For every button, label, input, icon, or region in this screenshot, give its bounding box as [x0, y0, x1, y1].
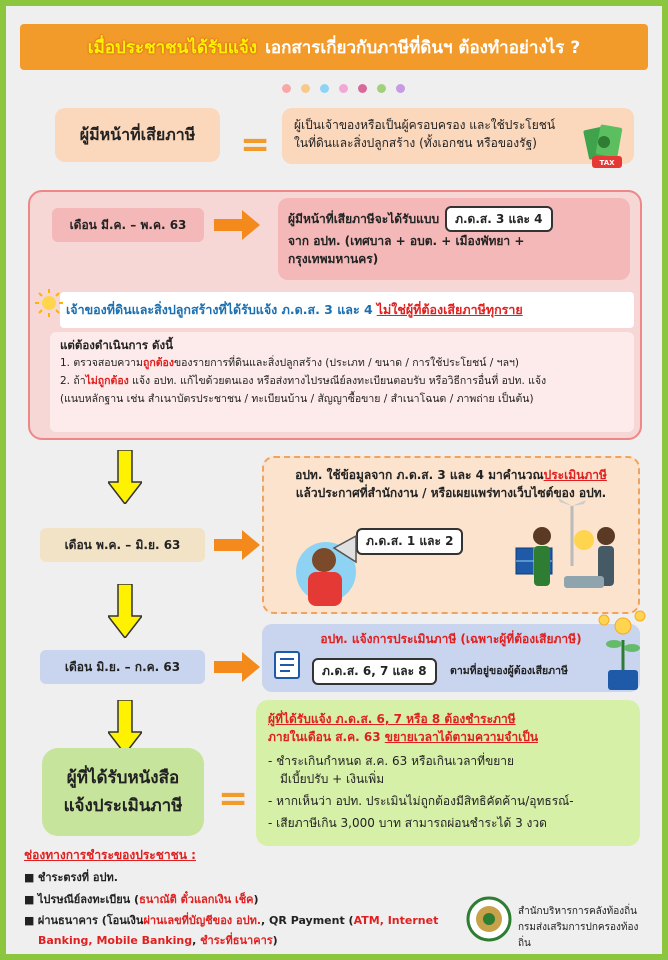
- step1-action2-a: 2. ถ้า: [60, 375, 86, 387]
- footer-org: [518, 904, 648, 952]
- arrow-right-icon: [214, 652, 260, 686]
- footer-org-line1: สำนักบริหารการคลังท้องถิ่น: [518, 906, 638, 917]
- dot: [301, 84, 310, 93]
- step3-period: [40, 650, 205, 684]
- step1-form-tag: ภ.ด.ส. 3 และ 4: [445, 206, 552, 232]
- step4-bullet1-a: - ชำระเกินกำหนด ส.ค. 63 หรือเกินเวลาที่ขยาย: [268, 754, 515, 768]
- equals-sign: =: [240, 124, 271, 165]
- step4-line2-a: ภายในเดือน ส.ค. 63: [268, 730, 385, 744]
- step1-action2-b: แจ้ง อปท. แก้ไขด้วยตนเอง หรือส่งทางไปรษณีย์ลงทะเบียนตอบรับ หรือวิธีการอื่นที่ อปท. แจ้ง: [128, 375, 547, 387]
- step1-actions: [50, 332, 634, 432]
- step4-label-line1: ผู้ที่ได้รับหนังสือ: [66, 768, 180, 788]
- payment-item3-red3: Banking, Mobile Banking: [38, 934, 193, 947]
- step2-form-tag: ภ.ด.ส. 1 และ 2: [356, 528, 463, 555]
- payment-item2-red: ธนาณัติ ตั๋วแลกเงิน เช็ค: [139, 893, 254, 906]
- payment-item3-red4: ชำระที่ธนาคาร: [200, 934, 273, 947]
- step4-label: [42, 748, 204, 836]
- step1-period-text: เดือน มี.ค. – พ.ค. 63: [69, 218, 187, 232]
- arrow-right-icon: [214, 210, 260, 244]
- dot: [339, 84, 348, 93]
- arrow-right-icon: [214, 530, 260, 564]
- step3-title: อปท. แจ้งการประเมินภาษี (เฉพาะผู้ที่ต้องเสียภาษี): [320, 632, 582, 646]
- step3-form-tag: ภ.ด.ส. 6, 7 และ 8: [312, 658, 437, 685]
- tax-icon-label: TAX: [599, 159, 615, 167]
- payment-title: ช่องทางการชำระของประชาชน :: [24, 848, 196, 862]
- step4-line2-b: ขยายเวลาได้ตามความจำเป็น: [384, 730, 539, 744]
- payment-item2: ■ ไปรษณีย์ลงทะเบียน (ธนาณัติ ตั๋วแลกเงิน เช็ค): [24, 893, 259, 906]
- payment-item3-red: ผ่านเลขที่บัญชีของ อปท.: [143, 914, 262, 927]
- step1-banner-red: ไม่ใช่ผู้ที่ต้องเสียภาษีทุกราย: [376, 302, 523, 317]
- decorative-dots: [282, 84, 405, 93]
- step2-period-text: เดือน พ.ค. – มิ.ย. 63: [64, 538, 181, 552]
- payment-channels: [24, 846, 464, 950]
- dot: [377, 84, 386, 93]
- dot: [320, 84, 329, 93]
- document-icon: [272, 650, 302, 684]
- taxpayer-desc-line1: ผู้เป็นเจ้าของหรือเป็นผู้ครอบครอง และใช้ประโยชน์: [294, 118, 556, 132]
- step1-actions-title: แต่ต้องดำเนินการ ดังนี้: [60, 338, 173, 352]
- step3-note: ตามที่อยู่ของผู้ต้องเสียภาษี: [450, 665, 568, 677]
- taxpayer-desc-line2: ในที่ดินและสิ่งปลูกสร้าง (ทั้งเอกชน หรือของรัฐ): [294, 136, 537, 150]
- header-banner: [20, 24, 648, 70]
- step1-action1-red: ถูกต้อง: [142, 357, 174, 369]
- payment-item3-a: ผ่านธนาคาร (โอนเงิน: [37, 914, 144, 927]
- megaphone-person-icon: [290, 512, 360, 612]
- payment-item3-d: ): [272, 934, 278, 947]
- step4-bullet1-b: มีเบี้ยปรับ + เงินเพิ่ม: [280, 772, 385, 786]
- step4-info: [256, 700, 640, 846]
- step1-action2: [60, 372, 624, 390]
- dot: [282, 84, 291, 93]
- arrow-down-icon: [108, 450, 142, 508]
- step1-line1: ผู้มีหน้าที่เสียภาษีจะได้รับแบบ: [288, 212, 440, 226]
- step4-line2: [268, 728, 628, 746]
- step2-period: [40, 528, 205, 562]
- step1-line2: จาก อปท. (เทศบาล + อบต. + เมืองพัทยา +: [288, 234, 525, 248]
- taxpayer-label-text: ผู้มีหน้าที่เสียภาษี: [79, 124, 196, 144]
- step1-period: [52, 208, 204, 242]
- step1-notice: [278, 198, 630, 280]
- step1-banner: [60, 292, 634, 328]
- step1-action2-evidence: (แนบหลักฐาน เช่น สำเนาบัตรประชาชน / ทะเบียนบ้าน / สัญญาซื้อขาย / สำเนาโฉนด / ภาพถ่าย เป็นต้น): [60, 393, 534, 405]
- step1-banner-text: เจ้าของที่ดินและสิ่งปลูกสร้างที่ได้รับแจ้ง ภ.ด.ส. 3 และ 4: [66, 302, 373, 317]
- payment-item2-a: ไปรษณีย์ลงทะเบียน (: [37, 893, 140, 906]
- header-title-part2: เอกสารเกี่ยวกับภาษีที่ดินฯ ต้องทำอย่างไร ?: [265, 37, 581, 58]
- step1-action1-a: 1. ตรวจสอบความ: [60, 357, 143, 369]
- arrow-down-icon: [108, 584, 142, 642]
- team-energy-icon: [506, 496, 636, 612]
- step1-action1: [60, 354, 624, 372]
- header-title-part1: เมื่อประชาชนได้รับแจ้ง: [87, 37, 258, 58]
- payment-item3-cont: [24, 931, 464, 951]
- step1-action2-red: ไม่ถูกต้อง: [85, 375, 129, 387]
- sun-icon: [34, 288, 64, 322]
- step2-line1-a: อปท. ใช้ข้อมูลจาก ภ.ด.ส. 3 และ 4 มาคำนวณ: [295, 468, 544, 482]
- money-tax-icon: [582, 122, 630, 172]
- step2-line1-red: ประเมินภาษี: [543, 468, 607, 482]
- footer-org-line2: กรมส่งเสริมการปกครองท้องถิ่น: [518, 922, 639, 949]
- money-plant-icon: [596, 604, 648, 696]
- payment-item3: ■ ผ่านธนาคาร (โอนเงินผ่านเลขที่บัญชีของ อปท., QR Payment (ATM, Internet: [24, 914, 439, 927]
- equals-sign: =: [218, 778, 249, 819]
- taxpayer-label: [55, 108, 220, 162]
- dot: [358, 84, 367, 93]
- step2-line1: [274, 466, 628, 484]
- payment-item1-text: ชำระตรงที่ อปท.: [37, 871, 118, 884]
- department-logo: [466, 896, 512, 946]
- payment-item2-b: ): [253, 893, 259, 906]
- payment-item3-c: ,: [192, 934, 201, 947]
- step4-label-line2: แจ้งประเมินภาษี: [63, 796, 183, 816]
- step2-line2: แล้วประกาศที่สำนักงาน / หรือเผยแพร่ทางเว็บไซต์ของ อปท.: [295, 486, 607, 500]
- step4-bullet2: - หากเห็นว่า อปท. ประเมินไม่ถูกต้องมีสิทธิคัดค้าน/อุทธรณ์-: [268, 794, 574, 808]
- step3-period-text: เดือน มิ.ย. – ก.ค. 63: [64, 660, 181, 674]
- dot: [396, 84, 405, 93]
- step1-action1-b: ของรายการที่ดินและสิ่งปลูกสร้าง (ประเภท / ขนาด / การใช้ประโยชน์ / ฯลฯ): [173, 357, 519, 369]
- step1-line3: กรุงเทพมหานคร): [288, 252, 379, 266]
- payment-item3-red2: ATM, Internet: [353, 914, 439, 927]
- step4-line1: ผู้ที่ได้รับแจ้ง ภ.ด.ส. 6, 7 หรือ 8 ต้องชำระภาษี: [268, 712, 516, 726]
- payment-item1: ■ ชำระตรงที่ อปท.: [24, 871, 118, 884]
- payment-item3-b: , QR Payment (: [261, 914, 354, 927]
- step4-bullet3: - เสียภาษีเกิน 3,000 บาท สามารถผ่อนชำระได้ 3 งวด: [268, 816, 547, 830]
